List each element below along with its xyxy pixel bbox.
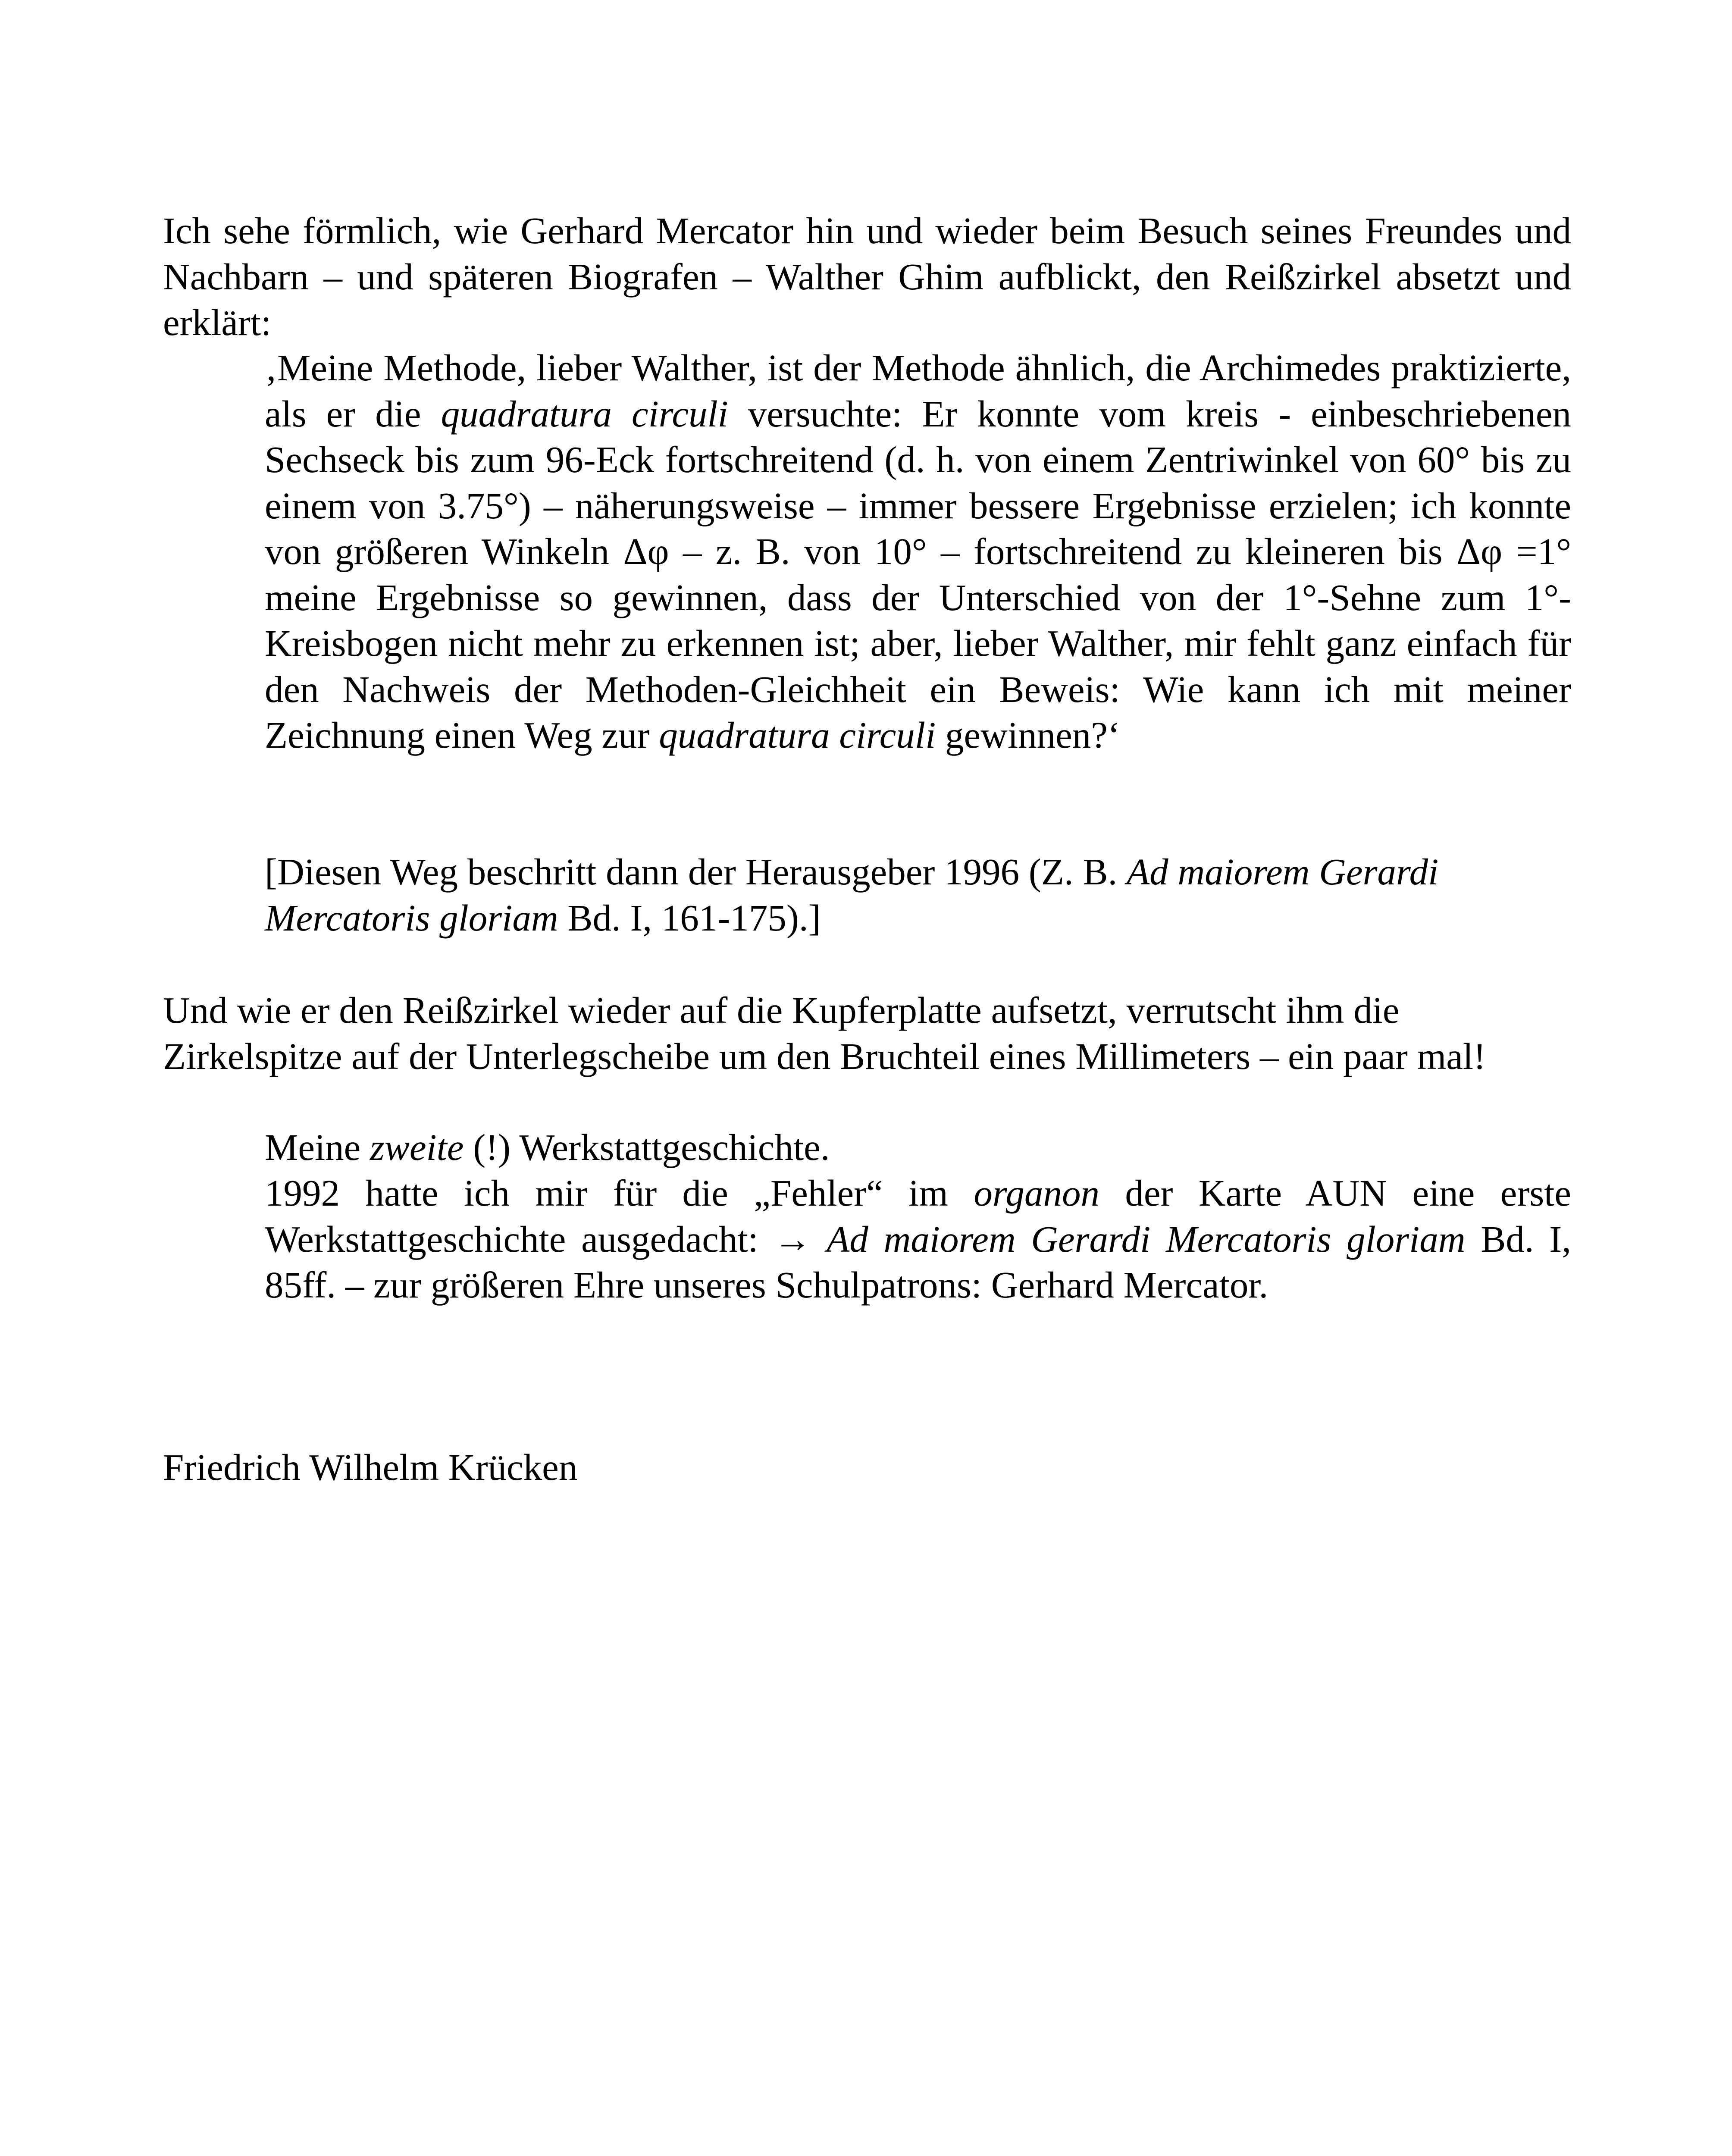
editor-note-text-2: Bd. I, 161-175).]: [558, 896, 821, 939]
editor-note-italic: Ad maiorem Gerardi Mercatoris gloriam: [265, 851, 1439, 939]
intro-text: Ich sehe förmlich, wie Gerhard Mercator hin und wieder beim Besuch seines Freundes und Nachbarn – und späteren Biografen – Walther Ghim aufblickt, den Reißzirkel absetzt und erklärt:: [163, 210, 1571, 343]
story-1992-text-2: der Karte AUN eine erste Werkstattgeschichte ausgedacht: →: [265, 1172, 1572, 1260]
story-1992-italic-1: organon: [974, 1172, 1099, 1214]
story-1992-paragraph: [265, 1170, 1571, 1308]
quote-italic-1: quadratura circuli: [441, 392, 728, 435]
second-story-italic: zweite: [370, 1126, 464, 1168]
second-story-text-2: (!) Werkstattgeschichte.: [464, 1126, 830, 1168]
continuation-text: Und wie er den Reißzirkel wieder auf die Kupferplatte aufsetzt, verrutscht ihm die Zirkelspitze auf der Unterlegscheibe um den Bruchteil eines Millimeters – ein paar mal!: [163, 989, 1486, 1077]
editor-note-text-1: [Diesen Weg beschritt dann der Herausgeber 1996 (Z. B.: [265, 851, 1127, 893]
second-story-line: [265, 1125, 1571, 1171]
intro-paragraph: [163, 208, 1571, 346]
signature: [163, 1445, 1571, 1491]
mercator-quote: [265, 345, 1571, 758]
second-story-text-1: Meine: [265, 1126, 370, 1168]
story-1992-italic-2: Ad maiorem Gerardi Mercatoris gloriam: [827, 1218, 1466, 1260]
continuation-paragraph: [163, 987, 1571, 1079]
story-1992-text-1: 1992 hatte ich mir für die „Fehler“ im: [265, 1172, 974, 1214]
quote-text-1: ‚Meine Methode, lieber Walther, ist der Methode ähnlich, die Archimedes praktizierte, als er die: [265, 347, 1571, 435]
author-name: Friedrich Wilhelm Krücken: [163, 1446, 578, 1488]
story-1992-text-3: Bd. I, 85ff. – zur größeren Ehre unseres Schulpatrons: Gerhard Mercator.: [265, 1218, 1572, 1306]
quote-italic-2: quadratura circuli: [659, 714, 936, 756]
quote-text-3: gewinnen?‘: [936, 714, 1120, 756]
quote-text-2: versuchte: Er konnte vom kreis - einbeschriebenen Sechseck bis zum 96-Eck fortschreitend (d. h. von einem Zentriwinkel von 60° bis zu einem von 3.75°) – näherungsweise – immer bessere Ergebnisse erzielen; ich konnte von größeren Winkeln Δφ – z. B. von 10° – fortschreitend zu kleineren bis Δφ =1° meine Ergebnisse so gewinnen, dass der Unterschied von der 1°-Sehne zum 1°-Kreisbogen nicht mehr zu erkennen ist; aber, lieber Walther, mir fehlt ganz einfach für den Nachweis der Methoden-Gleichheit ein Beweis: Wie kann ich mit meiner Zeichnung einen Weg zur: [265, 392, 1571, 756]
editor-note: [265, 849, 1571, 941]
